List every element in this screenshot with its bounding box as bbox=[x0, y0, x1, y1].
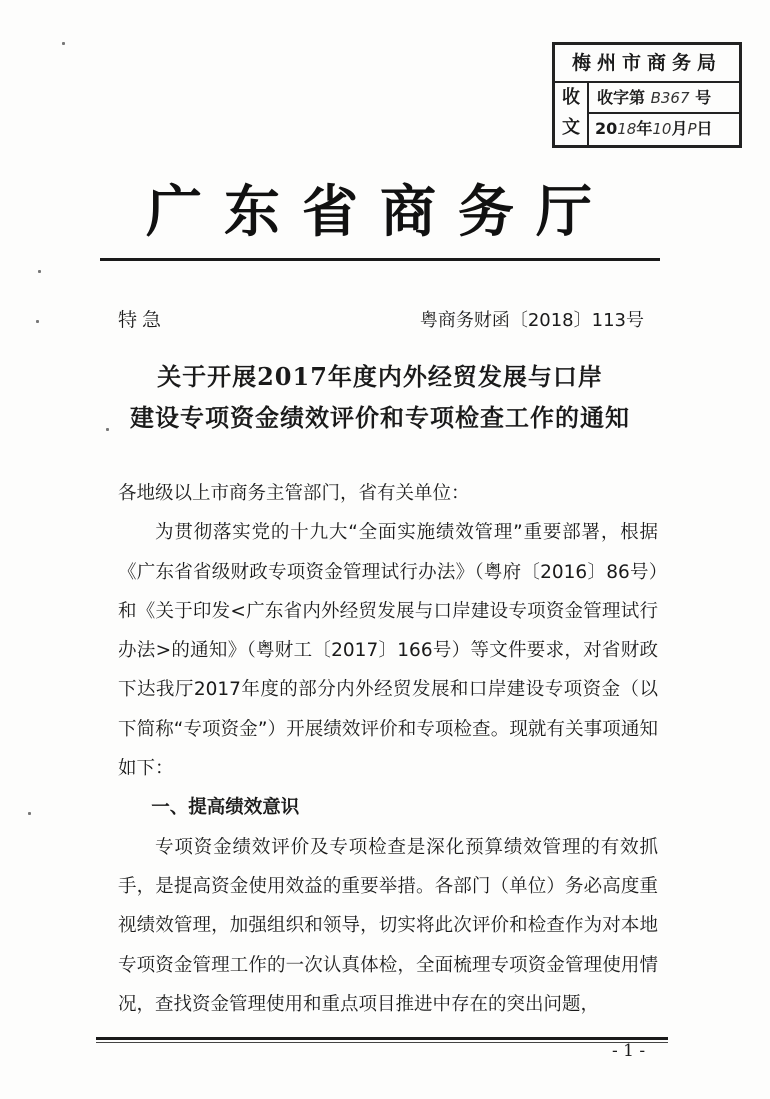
scan-speck bbox=[28, 812, 31, 815]
stamp-date-month: 10 bbox=[652, 120, 672, 138]
scan-speck bbox=[38, 270, 41, 273]
document-title bbox=[90, 356, 670, 438]
stamp-date-day-label: 日 bbox=[696, 119, 713, 138]
stamp-date-month-label: 月 bbox=[671, 119, 688, 138]
scan-speck bbox=[106, 428, 109, 431]
stamp-date-day: P bbox=[687, 120, 697, 138]
stamp-number-handwritten: B367 bbox=[650, 89, 690, 107]
stamp-date-prefix: 20 bbox=[595, 119, 618, 138]
footer-divider bbox=[96, 1037, 668, 1040]
stamp-number-prefix: 收字第 bbox=[597, 88, 646, 107]
scan-speck bbox=[62, 42, 65, 45]
receipt-stamp bbox=[552, 42, 742, 148]
stamp-date-year: 18 bbox=[617, 120, 637, 138]
page-number: - 1 - bbox=[612, 1041, 646, 1061]
stamp-date-year-label: 年 bbox=[636, 119, 653, 138]
document-body bbox=[118, 474, 658, 1024]
stamp-date-row bbox=[589, 114, 739, 145]
stamp-number-suffix: 号 bbox=[695, 88, 712, 107]
paragraph-2: 专项资金绩效评价及专项检查是深化预算绩效管理的有效抓手，是提高资金使用效益的重要举措。各部门（单位）务必高度重视绩效管理，加强组织和领导，切实将此次评价和检查作为对本地专项资金管理工作的一次认真体检，全面梳理专项资金管理使用情况，查找资金管理使用和重点项目推进中存在的突出问题， bbox=[118, 836, 658, 1015]
header-divider bbox=[100, 258, 660, 261]
stamp-side-char-1: 收 bbox=[562, 87, 580, 108]
document-number: 粤商务财函〔2018〕113号 bbox=[419, 310, 644, 331]
document-title-line-2: 建设专项资金绩效评价和专项检查工作的通知 bbox=[130, 403, 630, 432]
salutation: 各地级以上市商务主管部门，省有关单位： bbox=[118, 483, 470, 504]
stamp-number-row bbox=[589, 83, 739, 114]
stamp-org-name: 梅州市商务局 bbox=[555, 45, 739, 83]
stamp-side-label bbox=[555, 83, 589, 145]
agency-header: 广东省商务厅 bbox=[146, 179, 614, 245]
section-heading-1: 一、提高绩效意识 bbox=[151, 797, 300, 819]
paragraph-1: 为贯彻落实党的十九大“全面实施绩效管理”重要部署，根据《广东省省级财政专项资金管理试行办法》（粤府〔2016〕86号）和《关于印发<广东省内外经贸发展与口岸建设专项资金管理试行办法>的通知》（粤财工〔2017〕166号）等文件要求，对省财政下达我厅2017年度的部分内外经贸发展和口岸建设专项资金（以下简称“专项资金”）开展绩效评价和专项检查。现就有关事项通知如下： bbox=[118, 522, 658, 780]
stamp-side-char-2: 文 bbox=[562, 117, 580, 138]
footer-divider-thin bbox=[96, 1042, 668, 1043]
scan-speck bbox=[36, 320, 39, 323]
urgency-label: 特急 bbox=[118, 309, 167, 331]
document-title-line-1: 关于开展2017年度内外经贸发展与口岸 bbox=[157, 362, 603, 391]
